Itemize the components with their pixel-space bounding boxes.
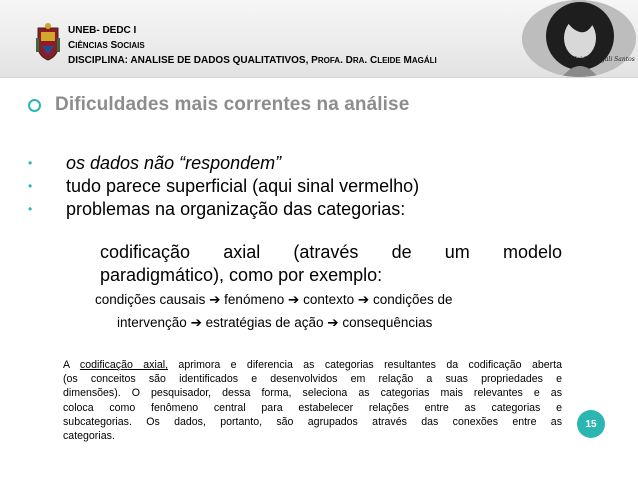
- chain-step: estratégias de ação: [205, 315, 324, 330]
- subtext-line-1: [100, 241, 562, 264]
- header-discipline-sc1: ROFA: [317, 56, 341, 65]
- chain-step: consequências: [342, 315, 433, 330]
- list-item-text: tudo parece superficial (aqui sinal vermelho): [66, 176, 420, 196]
- header-discipline: [68, 53, 437, 68]
- header-dept-sc2: OCIAIS: [117, 41, 145, 50]
- paradigm-chain-line-1: [95, 292, 453, 308]
- header-institution: UNEB- DEDC I: [68, 25, 137, 36]
- subtext-line-2: paradigmático), como por exemplo:: [100, 265, 383, 285]
- header-discipline-mid3: M: [400, 55, 412, 66]
- word: codificação: [100, 242, 191, 262]
- axial-coding-subtext: [100, 241, 562, 287]
- word: (através: [293, 242, 359, 262]
- header-department: [68, 38, 437, 53]
- paradigm-chain-line-2: [117, 315, 432, 331]
- word: de: [391, 242, 412, 262]
- paragraph-line: coloca como fenômeno central para estabelecer relações entre as categorias e: [63, 401, 562, 414]
- header-dept-cap: C: [68, 40, 76, 51]
- list-item-text: problemas na organização das categorias:: [66, 199, 406, 219]
- chain-step: condições de: [372, 292, 453, 307]
- author-photo: [522, 0, 636, 77]
- circle-bullet-icon: [28, 99, 41, 112]
- list-item: [28, 175, 588, 198]
- paragraph-line: subcategorias. Os dados, portanto, são agrupados através das conexões entre as: [63, 415, 562, 428]
- paragraph-line: categorias.: [63, 429, 115, 442]
- header-dept-cap2: S: [110, 40, 118, 51]
- paragraph-text: aprimora e diferencia as categorias resultantes da codificação aberta: [168, 359, 562, 371]
- portrait-image: [522, 0, 636, 77]
- header-discipline-sc3: LEIDE: [377, 56, 401, 65]
- bullet-list: [28, 152, 588, 221]
- slide-heading-row: [28, 93, 409, 117]
- list-item: [28, 198, 588, 221]
- paragraph-line: [63, 358, 562, 372]
- header-discipline-sc4: AGÁLI: [411, 56, 437, 65]
- paragraph-lead: A: [63, 359, 80, 371]
- word: um: [444, 242, 470, 262]
- header-discipline-sc2: RA: [352, 56, 365, 65]
- slide-heading: Dificuldades mais correntes na análise: [55, 94, 410, 115]
- paragraph-line: dimensões). O pesquisador, dessa forma, seleciona as categorias mais relevantes e as: [63, 387, 562, 400]
- underlined-term: codificação axial,: [79, 359, 169, 371]
- axial-coding-definition: [63, 358, 562, 443]
- arrow-right-icon: ➔: [209, 292, 221, 307]
- arrow-right-icon: ➔: [190, 315, 202, 330]
- page-number-badge: 15: [577, 410, 605, 438]
- course-header: [68, 23, 437, 68]
- arrow-right-icon: ➔: [357, 292, 370, 307]
- chain-step: fenómeno: [224, 292, 285, 307]
- header-discipline-mid2: . C: [364, 55, 378, 66]
- header-dept-sc: IÊNCIAS: [75, 41, 108, 50]
- university-crest-logo: [36, 22, 60, 62]
- list-item: [28, 152, 588, 175]
- arrow-right-icon: ➔: [327, 315, 339, 330]
- bullet-dot-icon: •: [28, 179, 33, 193]
- header-discipline-mid: . D: [340, 55, 353, 66]
- chain-step: intervenção: [117, 315, 187, 330]
- paragraph-line: (os conceitos são identificados e desenvolvidos em relação a suas propriedades e: [63, 373, 562, 386]
- list-item-text: os dados não “respondem”: [66, 153, 282, 173]
- author-signature: Cleide Magáli Santos: [570, 56, 635, 63]
- chain-step: contexto: [303, 292, 355, 307]
- bullet-dot-icon: •: [28, 156, 33, 170]
- chain-step: condições causais: [95, 292, 206, 307]
- word: modelo: [502, 242, 562, 262]
- arrow-right-icon: ➔: [287, 292, 300, 307]
- word: axial: [223, 242, 261, 262]
- header-discipline-main: DISCIPLINA: ANALISE DE DADOS QUALITATIVOS, P: [68, 55, 318, 66]
- bullet-dot-icon: •: [28, 202, 33, 216]
